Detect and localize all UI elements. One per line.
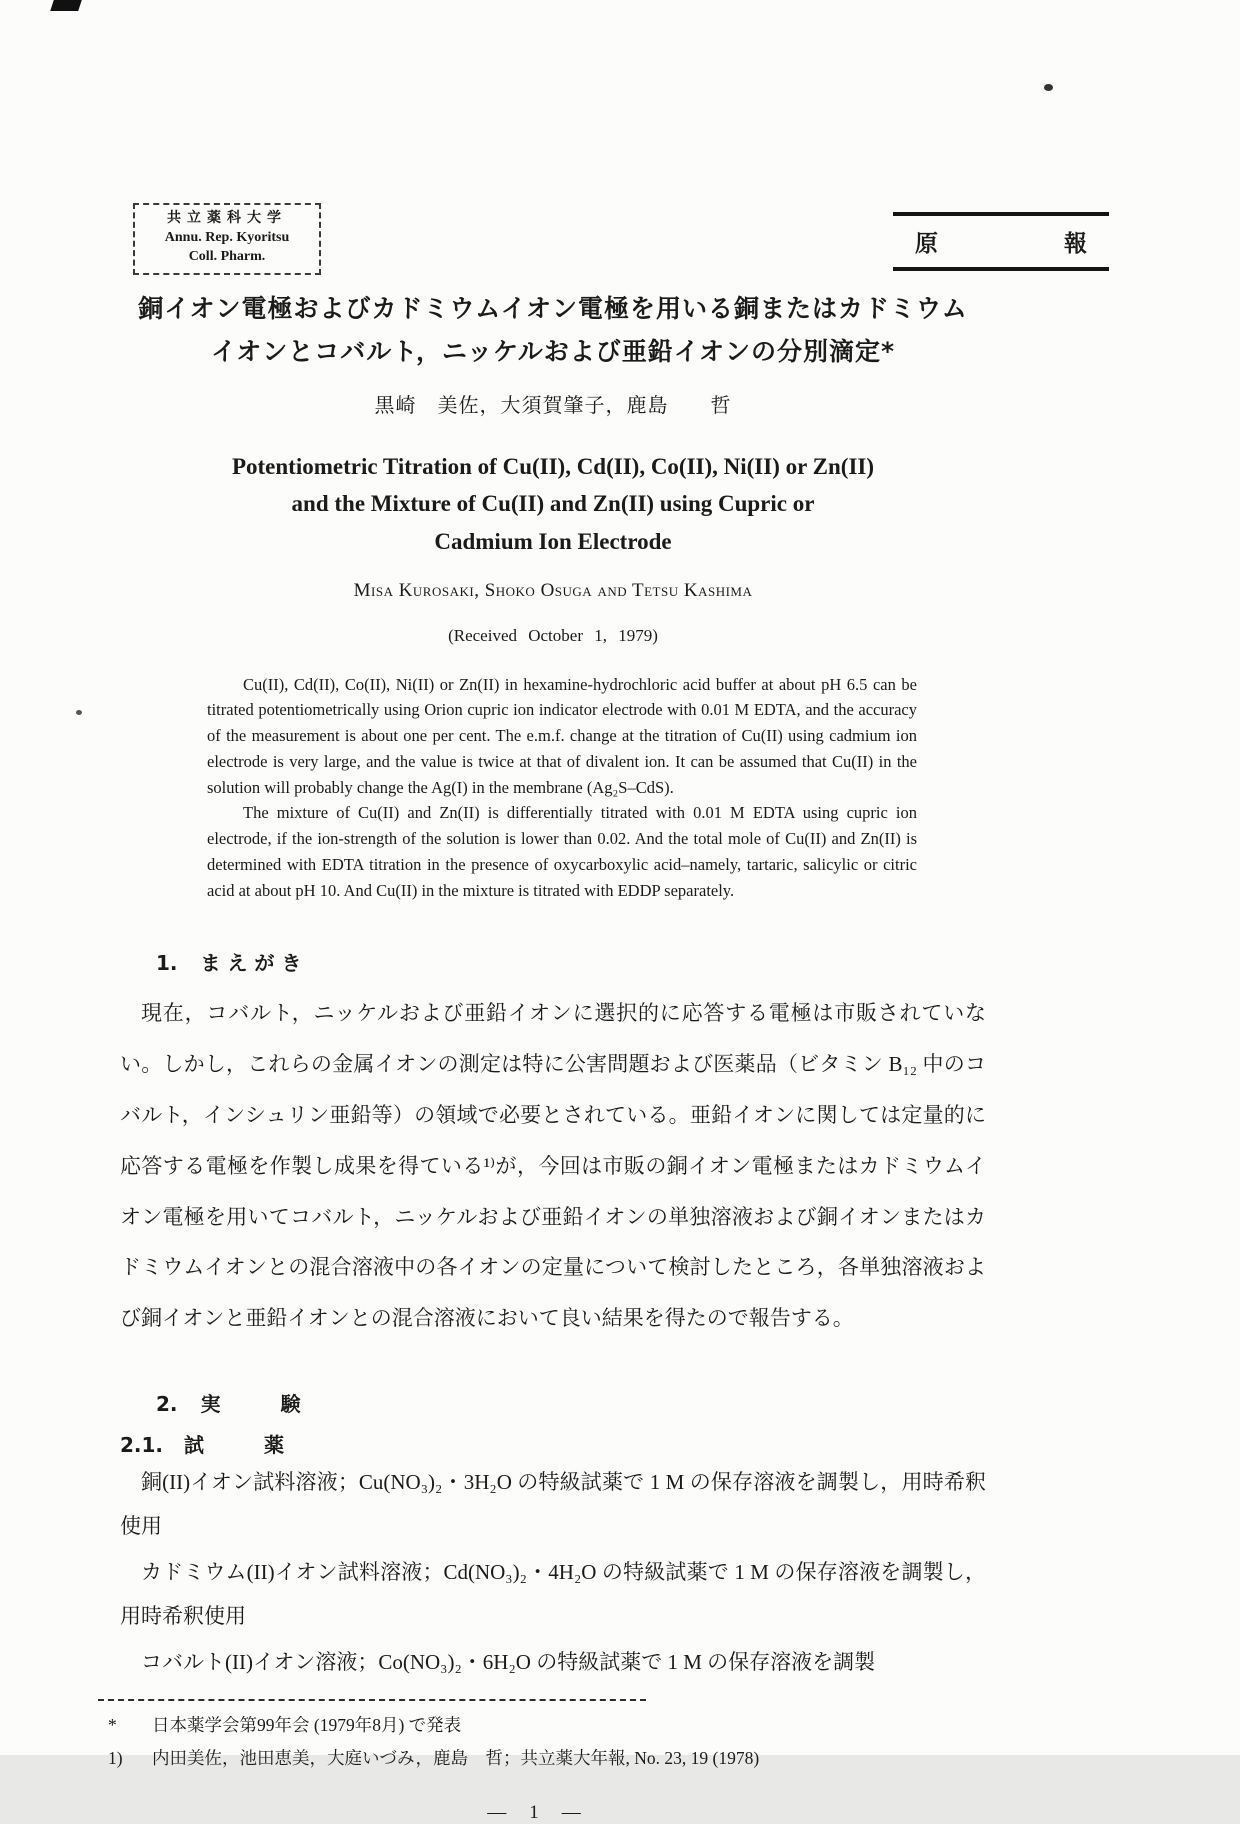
authors-english: Misa Kurosaki, Shoko Osuga and Tetsu Kashima [353, 579, 753, 601]
introduction-paragraph: 現在，コバルト，ニッケルおよび亜鉛イオンに選択的に応答する電極は市販されていない。しかし，これらの金属イオンの測定は特に公害問題および医薬品（ビタミン B₁₂ 中のコバルト，インシュリン亜鉛等）の領域で必要とされている。亜鉛イオンに関しては定量的に応答する電極を作製し成果を得ている¹⁾が，今回は市販の銅イオン電極またはカドミウムイオン電極を用いてコバルト，ニッケルおよび亜鉛イオンの単独溶液および銅イオンまたはカドミウムイオンとの混合溶液中の各イオンの定量について検討したところ，各単独溶液および銅イオンと亜鉛イオンとの混合溶液において良い結果を得たので報告する。 [120, 1001, 986, 1331]
abstract-paragraph-1: Cu(II), Cd(II), Co(II), Ni(II) or Zn(II) in hexamine-hydrochloric acid buffer at about pH 6.5 can be titrated potentiometrically using Orion cupric ion indicator electrode with 0.01 M EDTA, and the accuracy of the measurement is about one per cent. The e.m.f. change at the titration of Cu(II) using cadmium ion electrode is very large, and the value is twice at that of divalent ion. It can be assumed that Cu(II) in the solution will probably change the Ag(I) in the membrane (Ag₂S–CdS). [207, 674, 917, 797]
section-2-heading [156, 1388, 986, 1417]
section-2-1-title: 試 薬 [184, 1433, 284, 1458]
authors-japanese: 黒崎 美佐，大須賀肇子，鹿島 哲 [374, 393, 732, 417]
abstract [207, 672, 917, 904]
footnote-reference-1 [108, 1742, 986, 1775]
japanese-title-line1: 銅イオン電極およびカドミウムイオン電極を用いる銅またはカドミウム [138, 294, 968, 323]
section-2-1-number: 2.1. [120, 1433, 164, 1458]
section-2-number: 2. [156, 1392, 178, 1417]
footnote-reference-1-marker: 1) [108, 1747, 123, 1768]
section-1-heading [156, 947, 986, 976]
footnote-reference-1-text: 内田美佐，池田恵美，大庭いづみ，鹿島 哲；共立薬大年報, No. 23, 19 (1978) [152, 1747, 760, 1768]
english-title-line2: and the Mixture of Cu(II) and Zn(II) using Cupric or [291, 491, 815, 517]
scan-artifact [50, 0, 82, 11]
footnote-presentation [108, 1709, 986, 1742]
stamp-institution-ja: 共立薬科大学 [167, 211, 287, 226]
abstract-paragraph-2: The mixture of Cu(II) and Zn(II) is differentially titrated with 0.01 M EDTA using cupric ion electrode, if the ion-strength of the solution is lower than 0.02. And the total mole of Cu(II) and Zn(II) is determined with EDTA titration in the presence of oxycarboxylic acid–namely, tartaric, salicylic or citric acid at about pH 10. And Cu(II) in the mixture is titrated with EDDP separately. [207, 803, 917, 900]
page-number: ― 1 ― [487, 1802, 583, 1824]
english-title-line3: Cadmium Ion Electrode [434, 528, 672, 554]
section-1-title: ま え が き [200, 951, 302, 976]
scan-artifact [76, 710, 82, 715]
article-type-left-char: 原 [915, 231, 938, 257]
scan-artifact [1044, 84, 1053, 91]
reagent-cobalt-paragraph: コバルト(II)イオン溶液；Co(NO₃)₂・6H₂O の特級試薬で 1 M の保存溶液を調製 [141, 1650, 876, 1675]
footnote-presentation-marker: * [108, 1714, 117, 1735]
footnote-divider [98, 1699, 646, 1701]
received-date: (Received October 1, 1979) [448, 625, 658, 645]
section-1-number: 1. [156, 951, 178, 976]
section-2-1-heading [120, 1429, 986, 1458]
english-title [120, 448, 986, 560]
footnote-presentation-text: 日本薬学会第99年会 (1979年8月) で発表 [152, 1714, 462, 1735]
paper-content [108, 0, 986, 1824]
stamp-college-abbrev: Coll. Pharm. [188, 248, 266, 264]
article-type-right-char: 報 [1064, 231, 1087, 257]
reagent-cadmium-paragraph: カドミウム(II)イオン試料溶液；Cd(NO₃)₂・4H₂O の特級試薬で 1 M の保存溶液を調製し，用時希釈使用 [120, 1560, 986, 1629]
japanese-title-line2: イオンとコバルト，ニッケルおよび亜鉛イオンの分別滴定* [210, 337, 896, 366]
japanese-title [120, 287, 986, 373]
section-2-title: 実 験 [200, 1392, 301, 1417]
stamp-report-name: Annu. Rep. Kyoritsu [164, 229, 290, 245]
footnote-block [108, 1699, 986, 1776]
reagent-copper-paragraph: 銅(II)イオン試料溶液；Cu(NO₃)₂・3H₂O の特級試薬で 1 M の保存溶液を調製し，用時希釈使用 [120, 1470, 986, 1539]
english-title-line1: Potentiometric Titration of Cu(II), Cd(II), Co(II), Ni(II) or Zn(II) [231, 454, 875, 479]
